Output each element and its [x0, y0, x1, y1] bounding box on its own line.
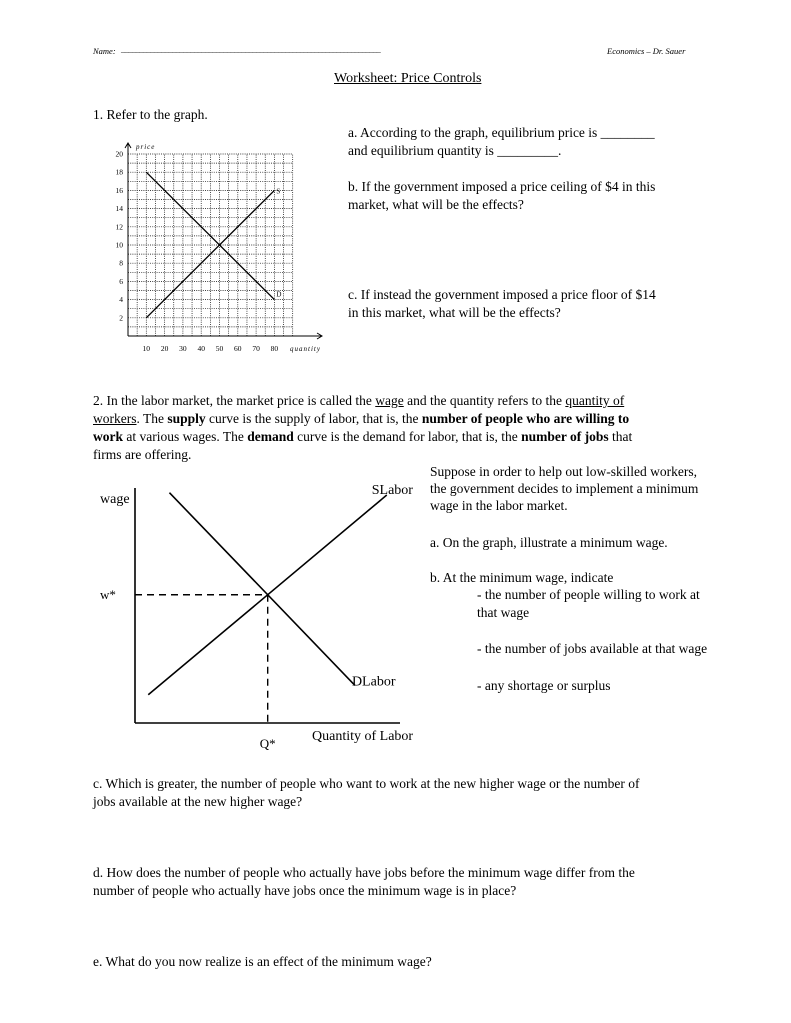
x-tick-label: 10 [142, 344, 151, 353]
q2-side-b1-line2: that wage [477, 605, 530, 620]
y-tick-label: 6 [119, 276, 123, 286]
q2-side-line2: the government decides to implement a minimum [430, 481, 699, 496]
x-tick-label: 80 [270, 344, 279, 353]
x-tick-label: 30 [179, 344, 187, 353]
q2-side-line3: wage in the labor market. [430, 498, 568, 513]
course-label: Economics – Dr. Sauer [607, 46, 686, 56]
q2-side-a: a. On the graph, illustrate a minimum wage. [430, 535, 668, 550]
series-label-s: S [276, 187, 281, 196]
q2-side-b2: - the number of jobs available at that wage [477, 641, 708, 656]
x-tick-label: 50 [215, 344, 224, 353]
series-label-slabor: SLabor [371, 483, 413, 499]
labor-graph-xlabel: Quantity of Labor [312, 729, 414, 744]
price-graph-ylabel: price [136, 143, 156, 151]
q2-para-line3: work at various wages. The demand curve is the demand for labor, that is, the number of jobs that [93, 429, 633, 444]
series-label-dlabor: DLabor [351, 674, 396, 690]
series-label-d: D [276, 290, 282, 299]
q1-intro: 1. Refer to the graph. [93, 107, 208, 122]
name-line: _______________________________________________________________________ [121, 44, 381, 54]
price-graph [100, 138, 340, 360]
q2-side-line1: Suppose in order to help out low-skilled workers, [430, 464, 697, 479]
equilibrium-quantity-label: Q* [259, 736, 276, 751]
y-tick-label: 4 [119, 295, 123, 305]
q1a-line2: and equilibrium quantity is _________. [348, 143, 562, 158]
labor-market-graph [95, 478, 425, 753]
q2-para-line4: firms are offering. [93, 447, 192, 462]
q2c-line2: jobs available at the new higher wage? [93, 794, 303, 809]
x-tick-label: 40 [197, 344, 205, 353]
q1a-line1: a. According to the graph, equilibrium price is ________ [348, 125, 655, 140]
q2-para-line1: 2. In the labor market, the market price is called the wage and the quantity refers to the quantity of [93, 393, 625, 408]
q2-side-b: b. At the minimum wage, indicate [430, 570, 614, 585]
price-graph-grid [128, 154, 293, 336]
q1b-line2: market, what will be the effects? [348, 197, 524, 212]
x-tick-label: 70 [252, 344, 260, 353]
q2c-line1: c. Which is greater, the number of people who want to work at the new higher wage or the number of [93, 776, 640, 791]
q2-side-b1-line1: - the number of people willing to work at [477, 587, 700, 602]
y-tick-label: 18 [115, 167, 123, 177]
labor-graph-ylabel: wage [100, 492, 130, 507]
y-tick-label: 2 [119, 313, 123, 323]
q2-para-line2: workers. The supply curve is the supply of labor, that is, the number of people who are willing to [93, 411, 630, 426]
q1c-line1: c. If instead the government imposed a price floor of $14 [348, 287, 656, 302]
page-title: Worksheet: Price Controls [334, 71, 482, 86]
y-tick-label: 20 [115, 149, 123, 159]
name-label: Name: [93, 46, 116, 56]
price-graph-xlabel: quantity [290, 345, 321, 353]
y-tick-label: 8 [119, 258, 123, 268]
x-tick-label: 60 [234, 344, 242, 353]
y-tick-label: 12 [115, 222, 123, 232]
q1c-line2: in this market, what will be the effects? [348, 305, 561, 320]
y-tick-label: 16 [115, 185, 123, 195]
q2d-line1: d. How does the number of people who actually have jobs before the minimum wage differ from the [93, 865, 635, 880]
y-tick-label: 14 [115, 204, 123, 214]
x-tick-label: 20 [160, 344, 169, 353]
q2-side-b3: - any shortage or surplus [477, 678, 611, 693]
equilibrium-wage-label: w* [100, 586, 116, 602]
q2e-line1: e. What do you now realize is an effect of the minimum wage? [93, 954, 432, 969]
series-line-dlabor [169, 493, 355, 686]
q1b-line1: b. If the government imposed a price ceiling of $4 in this [348, 179, 656, 194]
q2d-line2: number of people who actually have jobs once the minimum wage is in place? [93, 883, 517, 898]
y-tick-label: 10 [115, 240, 123, 250]
